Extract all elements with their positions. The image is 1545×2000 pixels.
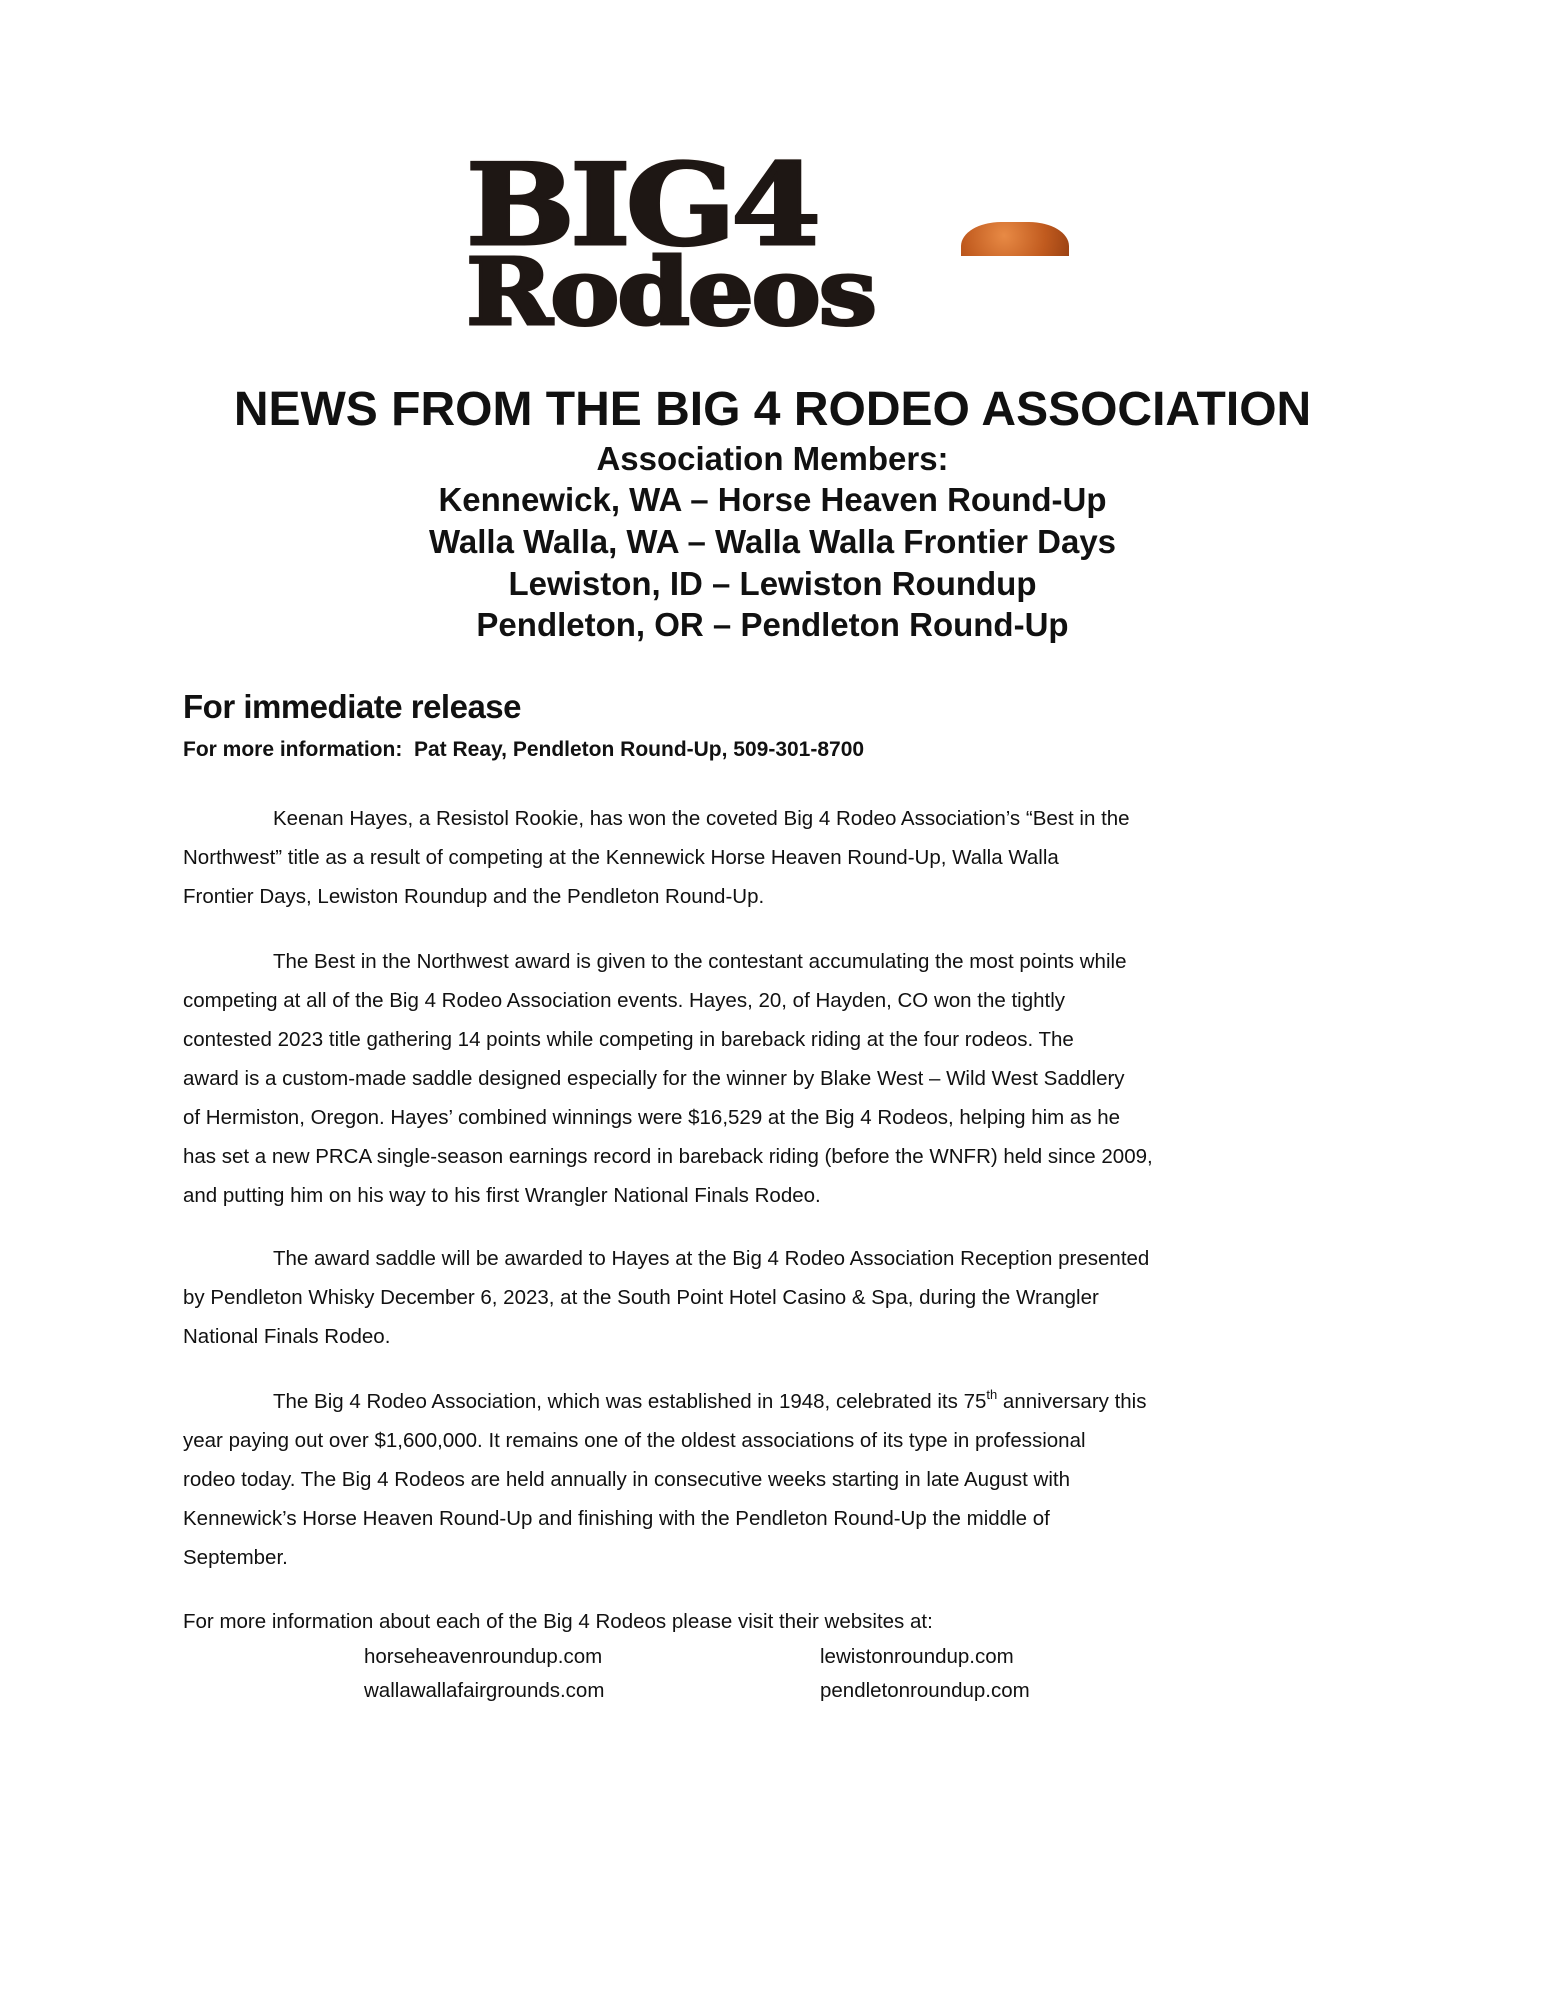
paragraph-line: and putting him on his way to his first Wrangler National Finals Rodeo. — [183, 1184, 821, 1207]
big4-rodeos-logo — [466, 140, 1086, 346]
link-horseheaven[interactable]: horseheavenroundup.com — [364, 1645, 603, 1668]
paragraph-line: of Hermiston, Oregon. Hayes’ combined winnings were $16,529 at the Big 4 Rodeos, helping him as he — [183, 1106, 1121, 1129]
link-lewiston[interactable]: lewistonroundup.com — [820, 1645, 1014, 1668]
paragraph-line: by Pendleton Whisky December 6, 2023, at the South Point Hotel Casino & Spa, during the Wrangler — [183, 1286, 1099, 1309]
paragraph-line: competing at all of the Big 4 Rodeo Association events. Hayes, 20, of Hayden, CO won the tightly — [183, 989, 1066, 1012]
superscript: th — [986, 1387, 998, 1402]
paragraph-line: rodeo today. The Big 4 Rodeos are held annually in consecutive weeks starting in late August with — [183, 1468, 1070, 1491]
paragraph-line: Frontier Days, Lewiston Roundup and the Pendleton Round-Up. — [183, 885, 765, 908]
paragraph-line: National Finals Rodeo. — [183, 1325, 391, 1348]
paragraph-line: award is a custom-made saddle designed especially for the winner by Blake West – Wild West Saddlery — [183, 1067, 1125, 1090]
link-wallawalla[interactable]: wallawallafairgrounds.com — [364, 1679, 605, 1702]
paragraph-line: Northwest” title as a result of competing at the Kennewick Horse Heaven Round-Up, Walla Walla — [183, 846, 1059, 869]
paragraph-line: year paying out over $1,600,000. It remains one of the oldest associations of its type in professional — [183, 1429, 1086, 1452]
members-label: Association Members: — [596, 440, 949, 477]
paragraph-line: September. — [183, 1546, 288, 1569]
paragraph-line: The Best in the Northwest award is given to the contestant accumulating the most points while — [273, 950, 1127, 973]
paragraph-line: Kennewick’s Horse Heaven Round-Up and finishing with the Pendleton Round-Up the middle of — [183, 1507, 1050, 1530]
paragraph-line: has set a new PRCA single-season earnings record in bareback riding (before the WNFR) held since 2009, — [183, 1145, 1153, 1168]
contact-info: For more information: Pat Reay, Pendleton Round-Up, 509-301-8700 — [183, 738, 865, 761]
paragraph-line: Keenan Hayes, a Resistol Rookie, has won the coveted Big 4 Rodeo Association’s “Best in the — [273, 807, 1130, 830]
member-lewiston: Lewiston, ID – Lewiston Roundup — [508, 565, 1037, 602]
paragraph-line: The award saddle will be awarded to Hayes at the Big 4 Rodeo Association Reception presented — [273, 1247, 1150, 1270]
paragraph-line: contested 2023 title gathering 14 points while competing in bareback riding at the four rodeos. The — [183, 1028, 1074, 1051]
member-walla-walla: Walla Walla, WA – Walla Walla Frontier Days — [428, 523, 1117, 560]
paragraph-line — [273, 1387, 1147, 1414]
member-kennewick: Kennewick, WA – Horse Heaven Round-Up — [438, 481, 1107, 518]
text: anniversary this — [997, 1390, 1147, 1413]
release-heading: For immediate release — [183, 688, 521, 725]
logo-line2: Rodeos — [466, 238, 875, 346]
text: The Big 4 Rodeo Association, which was established in 1948, celebrated its 75 — [273, 1390, 987, 1413]
member-pendleton: Pendleton, OR – Pendleton Round-Up — [476, 606, 1069, 643]
link-pendleton[interactable]: pendletonroundup.com — [820, 1679, 1030, 1702]
page-title: NEWS FROM THE BIG 4 RODEO ASSOCIATION — [233, 383, 1312, 436]
tooled-leather-emblem — [961, 222, 1069, 256]
logo-line1: BIG4 — [466, 140, 817, 271]
websites-intro: For more information about each of the Big 4 Rodeos please visit their websites at: — [183, 1610, 933, 1633]
